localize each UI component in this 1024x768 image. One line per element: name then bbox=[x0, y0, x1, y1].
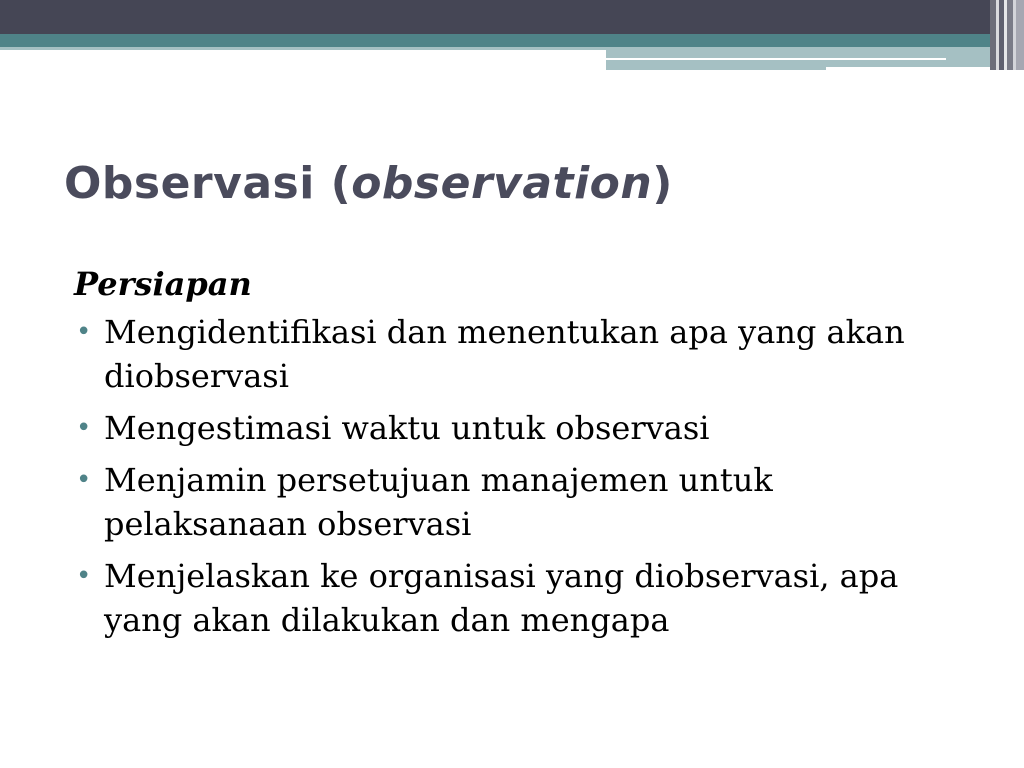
bullet-text: Mengidentifikasi dan menentukan apa yang akan diobservasi bbox=[104, 313, 905, 395]
bullet-icon: • bbox=[76, 413, 92, 443]
bullet-item bbox=[74, 458, 974, 546]
bullet-icon: • bbox=[76, 465, 92, 495]
header-band-dark bbox=[0, 0, 1024, 34]
bullet-text: Mengestimasi waktu untuk observasi bbox=[104, 409, 710, 447]
bullet-text: Menjamin persetujuan manajemen untuk pelaksanaan observasi bbox=[104, 461, 773, 543]
bullet-icon: • bbox=[76, 317, 92, 347]
title-text: Observasi ( bbox=[64, 158, 352, 209]
header-band-light bbox=[0, 47, 606, 50]
section-subheading: Persiapan bbox=[74, 265, 252, 303]
header-band-teal bbox=[0, 34, 1024, 47]
header-band-tail bbox=[606, 47, 1024, 67]
slide-title bbox=[64, 158, 673, 209]
header-band-line bbox=[606, 58, 946, 60]
header-edge-stripes bbox=[990, 0, 1024, 70]
bullet-item bbox=[74, 310, 974, 398]
bullet-item bbox=[74, 554, 974, 642]
slide-body bbox=[74, 262, 974, 650]
header-band-line bbox=[606, 67, 826, 70]
title-closing-paren: ) bbox=[652, 158, 673, 209]
bullet-list bbox=[74, 310, 974, 642]
bullet-item bbox=[74, 406, 974, 450]
title-italic-text: observation bbox=[351, 158, 653, 209]
bullet-text: Menjelaskan ke organisasi yang diobservasi, apa yang akan dilakukan dan mengapa bbox=[104, 557, 899, 639]
bullet-icon: • bbox=[76, 561, 92, 591]
